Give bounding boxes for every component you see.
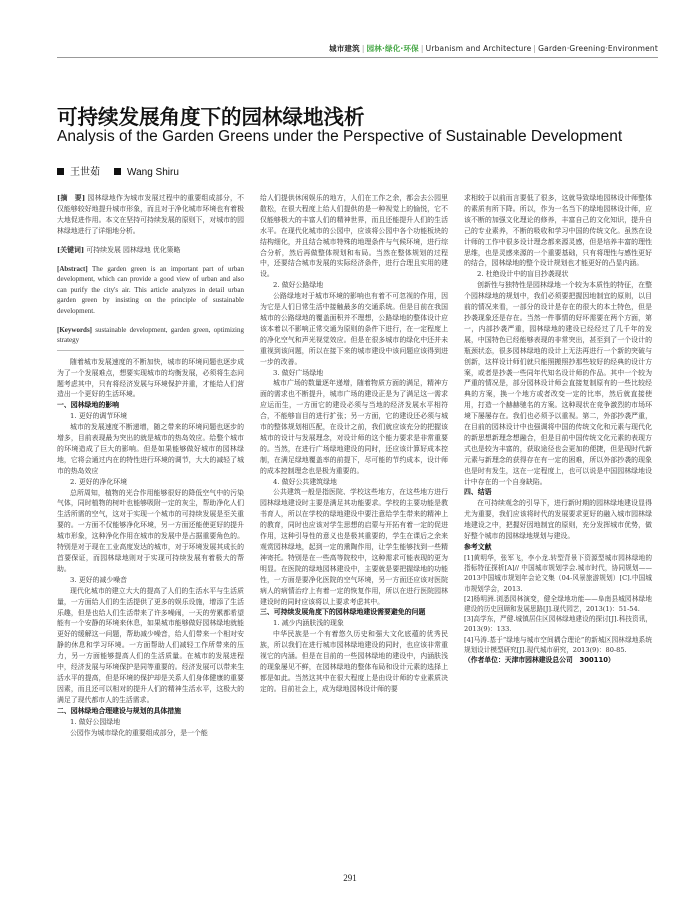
paragraph: 4. 做好公共建筑绿地: [273, 477, 337, 486]
paragraph: 2. 杜绝设计中的盲目抄袭现状: [477, 270, 569, 279]
section-heading: 三、可持续发展角度下的园林绿地建设需要避免的问题: [260, 608, 426, 617]
page-number: 291: [343, 873, 357, 883]
paragraph: 公路绿地对于城市环境的影响也有着不可忽视的作用，因为它是人们日常生活中接触最多的交通系统。但是目前在我国城市的公路绿地的覆盖面积并不理想，公路绿地的整体设计应该本着以不影响正常交通为原则的条件下进行，在一定程度上的净化空气和声光视觉效应。但是在很多城市的绿化中还并未重视到该问题，所以在接下来的城市建设中该问题应该得到进一步的改善。: [260, 292, 448, 366]
paragraph: 城市的发展速度不断递增，随之带来的环境问题也逐步的增多，目前表现最为突出的就是城市的热岛效应。给整个城市的环境造成了巨大的影响。但是如果能够做好城市的园林绿地，它将会通过内在的特性进行环境的调节，大大的减轻了城市的热岛效应: [57, 423, 244, 475]
section-heading: 二、园林绿地合理建设与规划的具体措施: [57, 706, 182, 715]
abstract-en: The garden green is an important part of urban development, which can provide a good view of urban and also can purify the city's air. This article analyzes in detail urban garden green by insisting on the principle of sustainable development.: [57, 264, 244, 315]
column-2: [260, 193, 448, 695]
header-journal-cn: 城市建筑: [329, 44, 360, 53]
keywords-cn: 可持续发展 园林绿地 优化策略: [86, 245, 181, 254]
column-3-body: [464, 193, 652, 666]
column-2-body: [260, 193, 448, 695]
paragraph: 中华民族是一个有着悠久历史和强大文化底蕴的优秀民族，所以我们在进行城市园林绿地建设的同时，也应该非常重视它的内涵。但是在目前的一些园林绿地的建设中，内涵肤浅的现象屡见不鲜，在园林绿地的整体布局和设计元素的选择上都是如此。当然这其中在很大程度上是由设计师的专业素质决定的。目前社会上，成为绿地园林设计师的要: [260, 630, 448, 693]
author-bullet-icon: [57, 168, 64, 175]
header-rule: [57, 57, 658, 58]
title-chinese: 可持续发展角度下的园林绿地浅析: [57, 105, 365, 129]
author-bullet-icon: [114, 168, 121, 175]
paragraph: 在可持续观念的引导下，进行新时期的园林绿地建设显得尤为重要，我们应该将时代的发展要求更好的融入城市园林绿地建设之中，把握好因地制宜的原则，充分发挥城市优势，做好整个城市的园林绿地规划与建设。: [464, 499, 652, 541]
keywords-en-label: [Keywords]: [57, 325, 92, 334]
paragraph-continued: 求相较于以前而言要低了很多，这就导致绿地园林设计师整体的素质有所下降。所以，作为一名当下的绿地园林设计师，应该不断的加强文化理论的修养，丰富自己的文化知识，提升自己的专业素养，不断的吸收和学习中国的传统文化。虽然在设计师的工作中很多设计理念都来源灵感，但是培养丰富的理性思维，也是灵感来源的一个重要基础，只有将理性与感性更好的结合，园林绿地的整个设计规划也才能更好的凸显内涵。: [464, 194, 652, 268]
abstract-en-label: [Abstract]: [57, 264, 88, 273]
paragraph: 2. 做好公路绿地: [273, 281, 324, 290]
paragraph: 总所周知，植物的光合作用能够很好的降低空气中的污染气体，同时植物的树叶也能够吸附一定的灰尘，帮助净化人们生活所需的空气，这对于实现一个城市的可持续发展是至关重要的。一方面不仅能够净化环境，另一方面还能使更好的提升城市形象，这种净化作用在城市的发展中是占据重要角色的。特别是对于现在工业高度发达的城市，对于环境发展其成长的首要保证，而园林绿地则对于实现可持续发展有着极大的帮助。: [57, 488, 244, 573]
paragraph: 1. 减少内涵肤浅的现象: [273, 619, 344, 628]
author-line: [57, 163, 179, 178]
paragraph: 公园作为城市绿化的重要组成部分，是一个能: [70, 728, 208, 737]
author-en: Wang Shiru: [127, 167, 179, 178]
abstract-cn: 园林绿地作为城市发展过程中的重要组成部分，不仅能够较好地提升城市形象，而且对于净化城市环境也有着极大地促进作用。本文在坚持可持续发展的原则下，对城市的园林绿地进行了详细地分析。: [57, 194, 244, 235]
header-journal-en: Urbanism and Architecture: [425, 44, 532, 53]
paragraph: 1. 做好公园绿地: [70, 717, 121, 726]
reference-item: [4]马涛.基于“绿地与城市空间耦合理论”的新城区园林绿地系统规划设计模型研究[J].现代城市研究，2013(9)：80-85.: [464, 635, 652, 654]
author-affiliation: （作者单位：天津市园林建设总公司 300110）: [464, 655, 615, 664]
reference-item: [3]高学东，严健.城镇居住区园林绿地建设的探讨[J].科技资讯，2013(9)：133.: [464, 615, 652, 634]
column-1-body: [57, 357, 244, 739]
paragraph: 创新性与独特性是园林绿地一个较为本质性的特征，在整个园林绿地的规划中，我们必须要把握因地制宜的原则，以目前的情况来看，一部分的设计是存在的很大的本土特色，但是抄袭现象还是存在。当然一件事情的好坏需要在两个方面，第一，内部抄袭严重，园林绿地的建设已经经过了几千年的发展，中国特色已经能够表现的非常突出，甚至到了一个设计的瓶颈状态，很多园林绿地的设计上无法再进行一个新的突破与创新，这样设计师们就只能照搬照抄那些较好的经典的设计方案，或者是抄袭一些同年代知名设计师的作品。其中一个较为严重的情况是，部分园林设计师会直接复制原有的一些比较经典的方案，换一个地方或者改变一定的比率，然后就直接使用，打造一个赫赫驰名的方案。这种现状在竞争激烈的市场环境下屡屡存在。我们也必须予以重视。第二，外部抄袭严重，在目前的园林设计中也强调将中国的传统文化和元素与现代化的新思想新理念想融合，但是目前中国传统文化元素的表现方式也是较为丰富的，获取途径也会更加的便捷，但是现时代新元素与新理念的获得存在有一定的困难，所以外部抄袭的现象也是时有发生，这在一定程度上，也可以说是中国园林绿地设计中存在的一个自身缺陷。: [464, 281, 652, 486]
header-section-cn: 园林·绿化·环保: [366, 44, 419, 53]
column-3: [464, 193, 652, 666]
author-cn: 王世茹: [70, 167, 100, 178]
running-header: 城市建筑 | 园林·绿化·环保 | Urbanism and Architecture | Garden·Greening·Environment: [329, 44, 658, 53]
column-1: [57, 193, 244, 738]
keywords-en: sustainable development, garden green, optimizing strategy: [57, 325, 244, 345]
paragraph: 1. 更好的调节环境: [70, 412, 127, 421]
paragraph-continued: 给人们提供休闲娱乐的地方，人们在工作之余，都会去公园里散松，在很大程度上给人们提供的是一种视觉上的愉悦，它不仅能够极大的丰富人们的精神世界，而且还能提升人们的生活水平。在现代化城市的公园中，应该将公园中各个功能板块的结构细化，并且结合城市特殊的地理条件与气候环境，进行综合分析，然后再做整体规划和布局。当然在整体规划的过程中，还要结合城市发展的实际经济条件，进行合理且实用的建设。: [260, 194, 448, 279]
paragraph: 3. 做好广场绿地: [273, 368, 324, 377]
reference-item: [1]黄明华，张军飞，李小龙.转型背景下资源型城市园林绿地的指标特征探析[A]// 中国城市规划学会.城市时代，协同规划——2013中国城市规划年会论文集（04-风景旅游规划）[C].中国城市规划学会，2013.: [464, 553, 652, 593]
paragraph: 随着城市发展速度的不断加快，城市的环境问题也逐步成为了一个发展难点，想要实现城市的均衡发展，必须将生态问题考虑其中，只有将经济发展与环境保护并重，才能给人们营造出一个更好的生活环境。: [57, 357, 244, 399]
paragraph: 公共建筑一般是指医院、学校这些地方，在这些地方进行园林绿地建设时主要是满足其功能要求。学校的主要功能是教书育人，所以在学校的绿地建设中要注意给学生带来的精神上的教育，同时也应该对学生思想的启蒙与开拓有着一定的促进作用，这种引导性的意义也是极其重要的，学生在课后之余来观赏园林绿地，起到一定的熏陶作用，让学生能够找到一些精神寄托。特别是在一些高等院校中，这种需求可能表现的更为明显。在医院的绿地园林建设中，主要就是要把握绿地的功能性，一方面是要净化医院的空气环境，另一方面还应该对医院病人的病情治疗上有着一定的恢复作用，所以在进行医院园林建设时的同时应该将以上要求考虑其中。: [260, 488, 448, 606]
abstract-box: [57, 193, 244, 351]
abstract-cn-label: [摘 要]: [57, 194, 86, 202]
reference-item: [2]杨明洲.浏悉园林演变，健全绿地功能——阜南县城园林绿地建设的历史回顾和发展思路[J].现代园艺，2013(1)：51-54.: [464, 594, 652, 613]
header-section-en: Garden·Greening·Environment: [538, 44, 658, 53]
paragraph: 2. 更好的净化环境: [70, 477, 127, 486]
title-english: Analysis of the Garden Greens under the Perspective of Sustainable Development: [57, 128, 623, 145]
section-heading: 一、园林绿地的影响: [57, 401, 120, 410]
section-heading: 参考文献: [464, 543, 492, 551]
paragraph: 现代化城市的建立大大的提高了人们的生活水平与生活质量，一方面给人们的生活提供了更多的娱乐设施，增添了生活乐趣，但是也给人们生活带来了许多噪闹，一天的劳累都希望能有一个安静的环境来休息，如果城市能够做好园林绿地就能更好的缓解这一问题，帮助减少噪音，给人们带来一个相对安静的休息和学习环境。一方面帮助人们减轻工作所带来的压力，另一方面能够提高人们的生活质量。在城市的发展进程中，经济发展与环境保护是同等重要的。经济发展可以带来生活水平的提高，但是环境的保护却是关系人们身体健康的重要因素，而且还可以相对的提升人们的精神生活水平，这极大的满足了现代都市人的生活需求。: [57, 586, 244, 704]
section-heading: 四、结语: [464, 488, 492, 497]
keywords-cn-label: [关键词]: [57, 245, 85, 254]
paragraph: 城市广场的数量逐年递增，随着物质方面的满足，精神方面的需求也不断提升，城市广场的建设正是为了满足这一需求应运而生，一方面它的建设必须与当地的经济发展水平相符合，不能够盲目的进行扩张；另一方面，它的建设还必须与城市的整体规划相匹配，在设计之前，我们就应该充分的把握该城市的设计与发展理念，对设计师的这个能力要求是非常重要的。当然，在进行广场绿地建设的同时，还应该计算好成本控制，在满足绿地覆盖率的前提下，尽可能的节约成本，设计师的成本控制理念也是极为重要的。: [260, 379, 448, 475]
paragraph: 3. 更好的减少噪音: [70, 575, 127, 584]
